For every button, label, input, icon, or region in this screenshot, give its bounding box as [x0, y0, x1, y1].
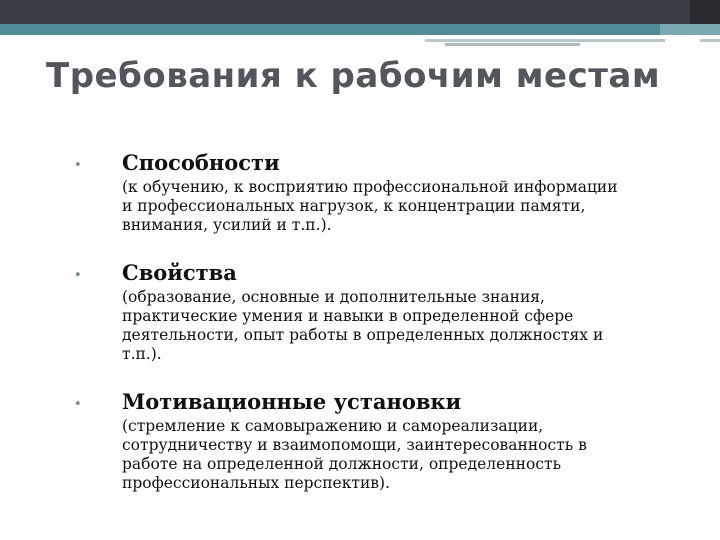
description-line: т.п.).	[122, 345, 162, 363]
slide-title: Требования к рабочим местам	[46, 56, 661, 96]
description-line: и профессиональных нагрузок, к концентрации памяти,	[122, 197, 586, 215]
description-line: (к обучению, к восприятию профессиональной информации	[122, 178, 618, 196]
description-line: сотрудничеству и взаимопомощи, заинтересованность в	[122, 436, 587, 454]
item-description	[122, 178, 697, 235]
description-line: практические умения и навыки в определенной сфере	[122, 307, 574, 325]
description-line: деятельности, опыт работы в определенных должностях и	[122, 326, 604, 344]
bullet-icon: •	[74, 268, 82, 283]
item-description	[122, 417, 697, 493]
item-heading: Способности	[122, 150, 280, 175]
bullet-icon: •	[74, 158, 82, 173]
item-heading: Мотивационные установки	[122, 389, 462, 414]
description-line: профессиональных перспектив).	[122, 474, 391, 492]
item-heading: Свойства	[122, 260, 237, 285]
description-line: (образование, основные и дополнительные знания,	[122, 288, 545, 306]
item-description	[122, 288, 697, 364]
description-line: внимания, усилий и т.п.).	[122, 216, 332, 234]
description-line: (стремление к самовыражению и самореализации,	[122, 417, 544, 435]
description-line: работе на определенной должности, определенность	[122, 455, 562, 473]
bullet-icon: •	[74, 397, 82, 412]
